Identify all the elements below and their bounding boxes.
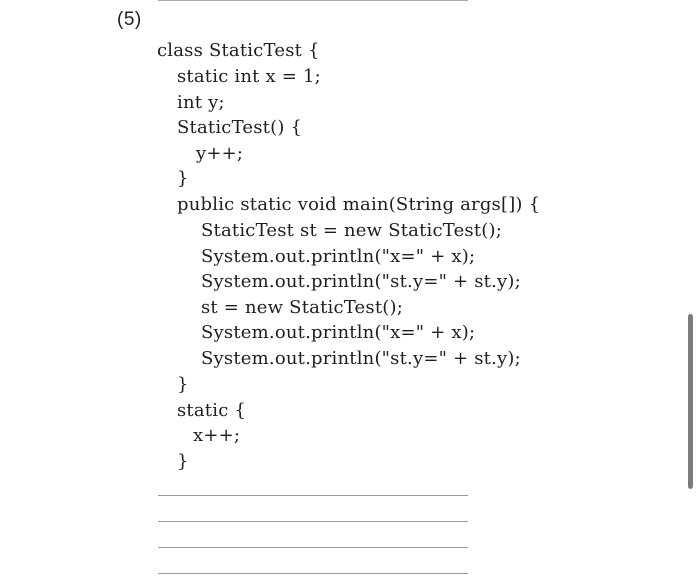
code-line: StaticTest st = new StaticTest(); — [201, 220, 502, 241]
code-line: System.out.println("st.y=" + st.y); — [201, 348, 521, 369]
code-line: int y; — [177, 92, 225, 113]
code-line: public static void main(String args[]) { — [177, 194, 541, 215]
code-line: y++; — [196, 143, 244, 164]
code-line: static { — [177, 400, 247, 421]
code-line: st = new StaticTest(); — [201, 297, 403, 318]
code-line: StaticTest() { — [177, 117, 303, 138]
code-line: x++; — [193, 425, 241, 446]
answer-blank-line — [158, 495, 468, 496]
answer-blank-line — [158, 521, 468, 522]
answer-blank-line — [158, 573, 468, 574]
code-line: System.out.println("st.y=" + st.y); — [201, 271, 521, 292]
question-number: (5) — [117, 9, 142, 30]
code-line: class StaticTest { — [157, 40, 320, 61]
code-line: } — [177, 168, 189, 189]
code-line: } — [177, 374, 189, 395]
answer-blank-line — [158, 547, 468, 548]
code-line: System.out.println("x=" + x); — [201, 246, 476, 267]
code-line: System.out.println("x=" + x); — [201, 322, 476, 343]
code-line: } — [177, 451, 189, 472]
code-line: static int x = 1; — [177, 66, 321, 87]
vertical-scrollbar[interactable] — [688, 314, 693, 489]
